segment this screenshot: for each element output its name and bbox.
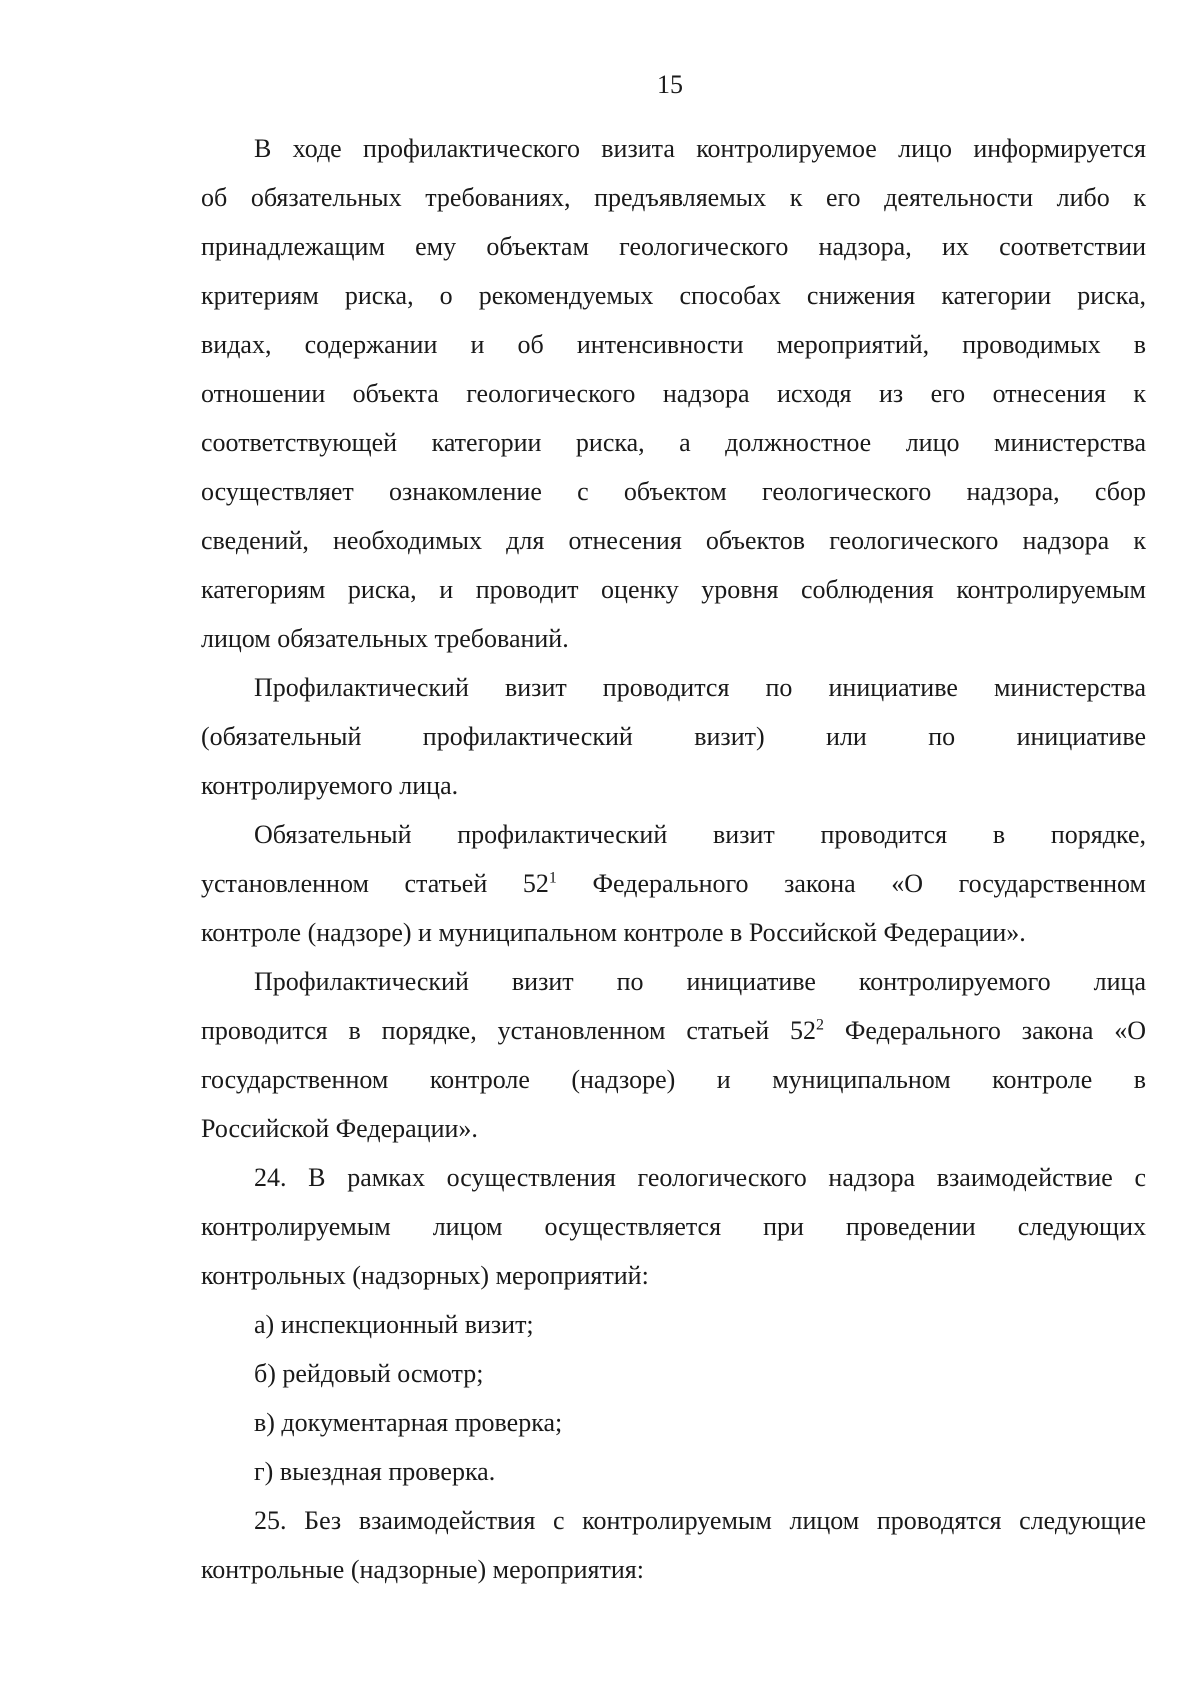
text-line-with-superscript [201,859,1146,908]
paragraph-initiative-visit [201,957,1146,1153]
text-line: государственном контроле (надзоре) и муниципальном контроле в [201,1065,1146,1094]
text-line: Профилактический визит по инициативе контролируемого лица [254,967,1146,996]
text-line: Обязательный профилактический визит проводится в порядке, [254,820,1146,849]
text-line: Профилактический визит проводится по инициативе министерства [254,673,1146,702]
paragraph-24 [201,1153,1146,1300]
paragraph-visit-initiative [201,663,1146,810]
text-segment: Федерального закона «О [824,1016,1147,1045]
text-line: контрольные (надзорные) мероприятия: [201,1555,644,1584]
paragraph-mandatory-visit [201,810,1146,957]
paragraph-25 [201,1496,1146,1594]
text-line: критериям риска, о рекомендуемых способах снижения категории риска, [201,281,1146,310]
text-line: В ходе профилактического визита контролируемое лицо информируется [254,134,1146,163]
text-line: сведений, необходимых для отнесения объектов геологического надзора к [201,526,1146,555]
text-line: контроле (надзоре) и муниципальном контроле в Российской Федерации». [201,918,1026,947]
text-line: контролируемым лицом осуществляется при проведении следующих [201,1212,1146,1241]
text-line: б) рейдовый осмотр; [254,1359,484,1388]
list-item-d [201,1447,1146,1496]
text-line: об обязательных требованиях, предъявляемых к его деятельности либо к [201,183,1146,212]
text-segment: проводится в порядке, установленном статьей 52 [201,1016,817,1045]
text-line: видах, содержании и об интенсивности мероприятий, проводимых в [201,330,1146,359]
text-line: г) выездная проверка. [254,1457,496,1486]
text-line-with-superscript [201,1006,1146,1055]
text-line: категориям риска, и проводит оценку уровня соблюдения контролируемым [201,575,1146,604]
text-line: в) документарная проверка; [254,1408,563,1437]
text-segment: установленном статьей 52 [201,869,549,898]
text-line: Российской Федерации». [201,1114,478,1143]
text-line: лицом обязательных требований. [201,624,569,653]
paragraph-profilactic-visit-info [201,124,1146,663]
page-number: 15 [657,70,683,99]
list-item-a [201,1300,1146,1349]
text-line: (обязательный профилактический визит) или по инициативе [201,722,1146,751]
text-line: контролируемого лица. [201,771,459,800]
text-segment: Федерального закона «О государственном [556,869,1146,898]
list-item-c [201,1398,1146,1447]
superscript: 2 [816,1016,825,1034]
text-line: отношении объекта геологического надзора исходя из его отнесения к [201,379,1146,408]
text-line: принадлежащим ему объектам геологического надзора, их соответствии [201,232,1146,261]
text-line: осуществляет ознакомление с объектом геологического надзора, сбор [201,477,1146,506]
text-line: контрольных (надзорных) мероприятий: [201,1261,649,1290]
list-item-b [201,1349,1146,1398]
text-line: а) инспекционный визит; [254,1310,534,1339]
text-line: 24. В рамках осуществления геологического надзора взаимодействие с [254,1163,1146,1192]
document-body [201,124,1146,1594]
text-line: соответствующей категории риска, а должностное лицо министерства [201,428,1146,457]
text-line: 25. Без взаимодействия с контролируемым лицом проводятся следующие [254,1506,1146,1535]
superscript: 1 [548,869,557,887]
